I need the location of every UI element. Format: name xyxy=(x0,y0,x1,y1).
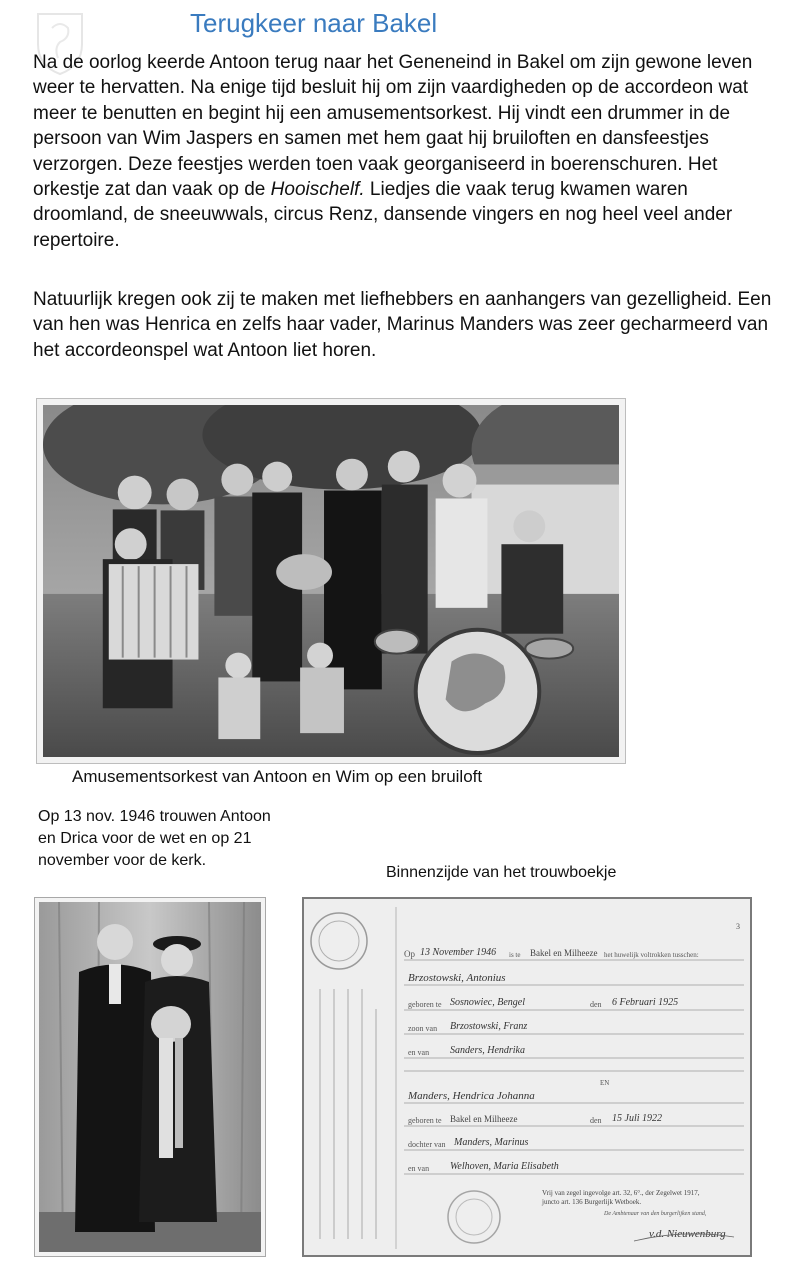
booklet-place: Bakel en Milheeze xyxy=(530,948,598,958)
booklet-bride-birthdate: 15 Juli 1922 xyxy=(612,1113,662,1124)
booklet-page-number: 3 xyxy=(736,922,740,931)
booklet-and-of-label: en van xyxy=(408,1048,430,1057)
band-photo xyxy=(36,398,626,764)
page-title: Terugkeer naar Bakel xyxy=(190,8,438,38)
booklet-groom-father: Brzostowski, Franz xyxy=(450,1021,528,1032)
paragraph-1 xyxy=(33,50,778,253)
band-photo-caption: Amusementsorkest van Antoon en Wim op een bruiloft xyxy=(72,767,483,786)
booklet-registrar-label: De Ambtenaar van den burgerlijken stand, xyxy=(604,1211,707,1217)
marriage-booklet-scan xyxy=(302,897,752,1257)
paragraph-1-emphasis: Hooischelf. xyxy=(270,179,365,201)
booklet-bride-name: Manders, Hendrica Johanna xyxy=(408,1090,535,1102)
wedding-portrait-photo xyxy=(34,897,266,1257)
booklet-groom-mother: Sanders, Hendrika xyxy=(450,1045,525,1056)
booklet-born-label-2: geboren te xyxy=(408,1116,442,1125)
booklet-stamp-duty-line-1: Vrij van zegel ingevolge art. 32, 6°., der Zegelwet 1917, xyxy=(542,1189,700,1197)
booklet-caption: Binnenzijde van het trouwboekje xyxy=(386,864,617,881)
booklet-marriage-date: 13 November 1946 xyxy=(420,947,497,958)
booklet-groom-birthplace: Sosnowiec, Bengel xyxy=(450,997,525,1008)
booklet-born-label: geboren te xyxy=(408,1000,442,1009)
booklet-and-of-label-2: en van xyxy=(408,1164,430,1173)
booklet-bride-birthplace: Bakel en Milheeze xyxy=(450,1114,518,1124)
booklet-son-label: zoon van xyxy=(408,1024,438,1033)
booklet-stamp-duty-line-2: juncto art. 136 Burgerlijk Wetboek. xyxy=(542,1198,642,1206)
booklet-den-label-2: den xyxy=(590,1116,602,1125)
booklet-marriage-phrase: het huwelijk voltrokken tusschen: xyxy=(604,951,699,959)
booklet-signature: v.d. Nieuwenburg xyxy=(649,1228,726,1240)
paragraph-2: Natuurlijk kregen ook zij te maken met liefhebbers en aanhangers van gezelligheid. Een van hen was Henrica en zelfs haar vader, Marinus Manders was zeer gecharmeerd van het accordeonspel wat Antoon liet horen. xyxy=(33,289,772,361)
booklet-groom-name: Brzostowski, Antonius xyxy=(408,972,506,984)
booklet-on-label: Op xyxy=(404,949,415,959)
booklet-en-label: EN xyxy=(600,1079,610,1087)
wedding-text: Op 13 nov. 1946 trouwen Antoon en Drica voor de wet en op 21 november voor de kerk. xyxy=(38,808,271,869)
paragraph-1-text: Na de oorlog keerde Antoon terug naar het Geneneind in Bakel om zijn gewone leven weer te hervatten. Na enige tijd besluit hij om zijn vaardigheden op de accordeon wat meer te benutten en begint hij een amusementsorkest. Hij vindt een drummer in de persoon van Wim Jaspers en samen met hem gaat hij bruiloften en dansfeestjes verzorgen. Deze feestjes werden toen vaak georganiseerd in boerenschuren. Het orkestje zat dan vaak op de xyxy=(33,52,753,201)
paragraph-1-text-end: Liedjes die vaak terug kwamen waren droomland, de sneeuwwals, circus Renz, dansende vingers en nog heel veel ander repertoire. xyxy=(33,179,733,251)
booklet-daughter-label: dochter van xyxy=(408,1140,446,1149)
booklet-groom-birthdate: 6 Februari 1925 xyxy=(612,997,679,1008)
booklet-den-label: den xyxy=(590,1000,602,1009)
booklet-bride-mother: Welhoven, Maria Elisabeth xyxy=(450,1161,559,1172)
booklet-is-te-label: is te xyxy=(509,951,521,959)
booklet-bride-father: Manders, Marinus xyxy=(454,1137,529,1148)
